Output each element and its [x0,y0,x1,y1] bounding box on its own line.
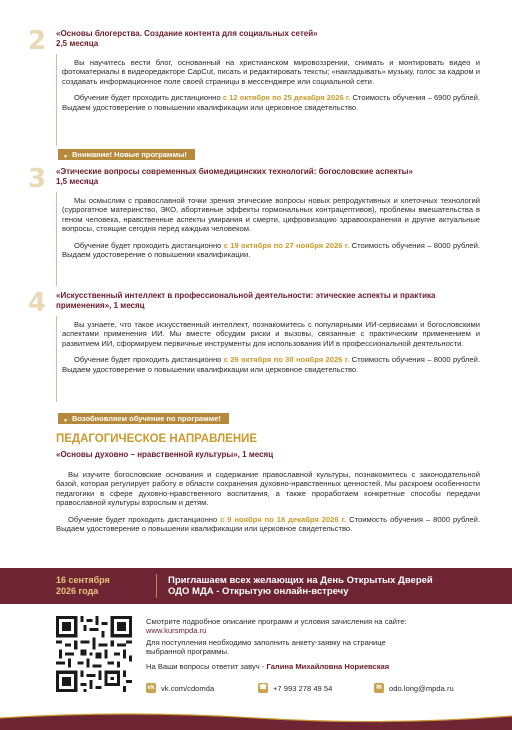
program-pedagogy [28,450,480,562]
schedule-dates: с 12 октября по 25 декабря 2026 г. [222,93,351,103]
bottom-decoration [0,708,512,730]
ribbon-label: Возобновляем обучение по программе! [72,414,221,423]
program-title [56,167,480,187]
open-day-banner [0,568,512,604]
program-duration: 1 месяц [242,450,274,459]
vk-contact[interactable] [146,683,214,693]
program-title-text: «Основы блогерства. Создание контента для социальных сетей» [56,29,318,38]
schedule-paragraph [56,515,480,534]
banner-message-line2: ОДО МДА - Открытую онлайн-встречу [168,586,349,597]
triangle-down-icon: ▼ [63,418,68,424]
schedule-dates: с 26 октября по 30 ноября 2026 г. [223,355,350,365]
footer-line2: Для поступления необходимо заполнить анкету-заявку на странице [146,638,386,647]
description-paragraph: Вы узнаете, что такое искусственный интеллект, познакомитесь с популярными ИИ-сервисами и богословскими аспектами применения ИИ. Мы вместе обсудим риски и вызовы, связанные с практическим применением и развитием ИИ, сформируем первичные инструменты для использования ИИ в профессиональной деятельности. [62,320,480,348]
program-duration: 1 месяц [113,301,145,310]
phone-number[interactable]: +7 993 278 49 54 [273,683,333,693]
banner-date-line1: 16 сентября [56,575,110,585]
schedule-dates: с 19 октября по 27 ноября 2026 г. [223,240,350,250]
schedule-paragraph [62,93,480,112]
schedule-text: Обучение будет проходить дистанционно [74,355,224,365]
banner-message-line1: Приглашаем всех желающих на День Открытых Дверей [168,575,433,586]
program-duration: 1,5 месяца [56,177,99,186]
website-link[interactable]: www.kursmpda.ru [146,626,207,636]
section-rule [56,54,57,146]
phone-icon: ☎ [258,684,268,691]
program-title-text: «Искусственный интеллект в профессиональной деятельности: этические аспекты и практика применения», [56,291,436,310]
footer-line1: Смотрите подробное описание программ и условия зачисления на сайте: [146,617,407,626]
footer-line3: выбранной программы. [146,647,230,657]
pedagogy-heading: ПЕДАГОГИЧЕСКОЕ НАПРАВЛЕНИЕ [56,433,258,445]
triangle-down-icon: ▼ [63,154,68,160]
section-rule [56,316,57,402]
program-duration: 2,5 месяца [56,39,99,48]
program-description [62,196,480,259]
program-title-text: «Основы духовно – нравственной культуры», [56,450,240,459]
ribbon-new-programs [58,149,195,160]
schedule-paragraph [62,355,480,374]
price-text: Стоимость обучения – 8000 рублей. Выдаем удостоверение о повышении квалификации или церковное свидетельство. [56,514,480,534]
vk-icon: vk [147,684,155,691]
description-paragraph: Вы изучите богословские основания и содержание православной культуры, познакомитесь с законодательной базой, которая регулирует работу в области сохранения духовно-нравственных ценностей. Мы раскроем особенности педагогики в сфере духовно-нравственного воспитания, а также проработаем конкретные способы передачи православной культуры взрослым и детям. [56,470,480,508]
footer-contact [146,662,389,671]
section-number: 4 [28,288,47,318]
vk-link[interactable]: vk.com/cdomda [161,683,215,693]
contacts-row [146,683,476,695]
contact-prefix: На Ваши вопросы ответит завуч - [146,662,267,671]
section-number: 3 [28,164,47,194]
program-description [62,58,480,112]
contact-name: Галина Михайловна Нориевская [266,662,390,671]
schedule-dates: с 9 ноября по 18 декабря 2026 г. [220,514,347,524]
footer-application [146,638,386,657]
banner-date [56,575,110,597]
email-icon: ✉ [374,683,384,693]
email-contact[interactable] [374,683,454,693]
banner-message [168,575,433,597]
program-title [56,450,480,460]
program-description [62,320,480,374]
schedule-text: Обучение будет проходить дистанционно [74,240,224,250]
ribbon-resume [58,413,229,424]
footer-info [146,617,407,636]
program-section-3 [28,166,480,286]
phone-contact[interactable] [258,683,332,693]
schedule-text: Обучение будет проходить дистанционно [74,93,223,103]
price-text: Стоимость обучения – 6900 рублей. Выдаем удостоверение о повышении квалификации или церковное свидетельство. [62,93,480,112]
schedule-paragraph [62,241,480,260]
email-link[interactable]: odo.long@mpda.ru [389,683,454,693]
ribbon-label: Внимание! Новые программы! [72,150,187,159]
program-title-text: «Этические вопросы современных биомедицинских технологий: богословские аспекты» [56,167,413,176]
description-paragraph: Вы научитесь вести блог, основанный на христианском мировоззрении, снимать и монтировать видео и фотоматериалы в видеоредакторе CapCut, писать и редактировать тексты; «накладывать» музыку, голос за кадром и создавать информационное поле своей страницы в мессенджере или социальной сети. [62,58,480,86]
program-description [56,470,480,533]
description-paragraph: Мы осмыслим с православной точки зрения этические вопросы новых репродуктивных и клеточных технологий (суррогатное материнство, ЭКО, абортивные эффекты гормональных контрацептивов), проблемы вмешательства в геном человека, нравственные аспекты умирания и смерти, цифровизацию здравоохранения и другие актуальные вопросы, стоящие сегодня перед каждым человеком. [62,196,480,234]
banner-divider [156,574,157,598]
program-section-2 [28,28,480,146]
program-section-4 [28,290,480,402]
qr-code[interactable] [56,616,132,692]
program-title [56,291,480,311]
price-text: Стоимость обучения – 8000 рублей. Выдаем удостоверение о повышении квалификации или церковное свидетельство. [62,355,480,374]
section-number: 2 [28,26,47,56]
price-text: Стоимость обучения – 8000 рублей. Выдаем удостоверение о повышении квалификации. [62,240,480,260]
schedule-text: Обучение будет проходить дистанционно [68,514,221,524]
banner-date-line2: 2026 года [56,586,99,596]
program-title [56,29,480,49]
section-rule [56,192,57,286]
